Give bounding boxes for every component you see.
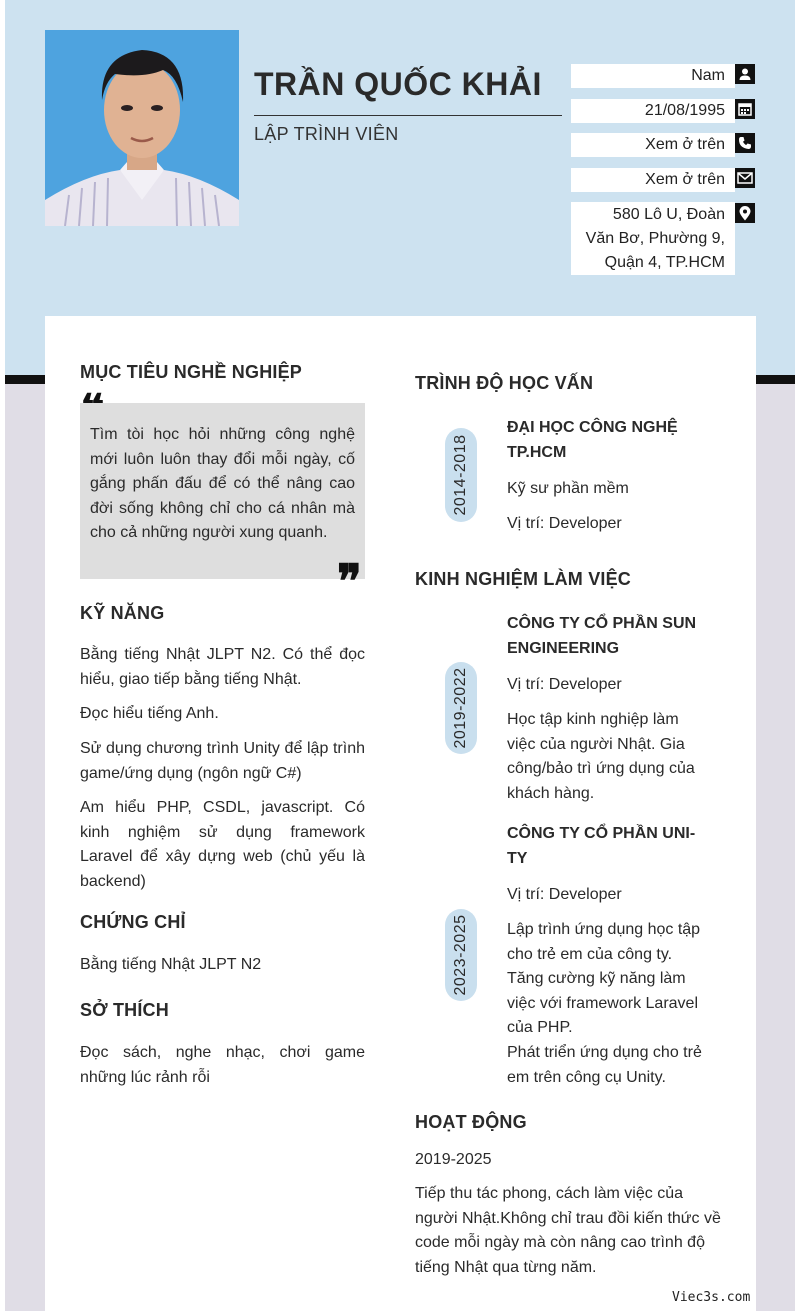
- experience-period-pill: [445, 909, 477, 1001]
- objective-text: Tìm tòi học hỏi những công nghệ mới luôn luôn thay đổi mỗi ngày, cố gắng phấn đấu để có thể nâng cao đời sống không chỉ cho cá nhân mà cho cả những người xung quanh.: [90, 426, 355, 541]
- activities-text: Tiếp thu tác phong, cách làm việc của người Nhật.Không chỉ trau đồi kiến thức về code mỗi ngày mà còn nâng cao trình độ tiếng Nhật qua từng năm.: [415, 1185, 721, 1276]
- hobbies-heading: SỞ THÍCH: [80, 1000, 169, 1020]
- objective-quote: [80, 403, 365, 579]
- experience-position: Vị trí: Developer: [507, 676, 622, 693]
- name-underline: [254, 115, 562, 116]
- objective-heading: MỤC TIÊU NGHỀ NGHIỆP: [80, 362, 303, 382]
- calendar-icon: [735, 99, 755, 119]
- activities-heading: HOẠT ĐỘNG: [415, 1112, 527, 1132]
- education-heading: TRÌNH ĐỘ HỌC VẤN: [415, 373, 594, 393]
- certificates-heading: CHỨNG CHỈ: [80, 912, 186, 932]
- skills-heading: KỸ NĂNG: [80, 603, 165, 623]
- contact-email: Xem ở trên: [571, 168, 735, 192]
- close-quote-icon: ❞: [337, 554, 362, 608]
- education-period-pill: [445, 428, 477, 522]
- contact-address: 580 Lô U, Đoàn Văn Bơ, Phường 9, Quận 4, TP.HCM: [571, 202, 735, 275]
- contact-phone: Xem ở trên: [571, 133, 735, 157]
- mail-icon: [735, 168, 755, 188]
- experience-position: Vị trí: Developer: [507, 886, 622, 903]
- experience-period: 2023-2025: [452, 914, 469, 996]
- candidate-name: TRẦN QUỐC KHẢI: [254, 66, 542, 102]
- experience-description-extra: Phát triển ứng dụng cho trẻ em trên công cụ Unity.: [507, 1044, 702, 1086]
- education-position: Vị trí: Developer: [507, 515, 622, 532]
- activities-period: 2019-2025: [415, 1151, 492, 1168]
- person-icon: [735, 64, 755, 84]
- candidate-role: LẬP TRÌNH VIÊN: [254, 124, 399, 144]
- watermark: Viec3s.com: [672, 1290, 751, 1305]
- education-degree: Kỹ sư phần mềm: [507, 480, 629, 497]
- education-period: 2014-2018: [452, 434, 469, 516]
- experience-period: 2019-2022: [452, 667, 469, 749]
- experience-description: Học tập kinh nghiệp làm việc của người Nhật. Gia công/bảo trì ứng dụng của khách hàng.: [507, 711, 695, 802]
- skill-item: Am hiểu PHP, CSDL, javascript. Có kinh nghiệm sử dụng framework Laravel để xây dựng web (chủ yếu là backend): [80, 799, 365, 890]
- skill-item: Đọc hiểu tiếng Anh.: [80, 705, 219, 722]
- skill-item: Bằng tiếng Nhật JLPT N2. Có thể đọc hiểu, giao tiếp bằng tiếng Nhật.: [80, 646, 365, 688]
- experience-description: Lập trình ứng dụng học tập cho trẻ em của công ty. Tăng cường kỹ năng làm việc với framework Laravel của PHP.: [507, 921, 701, 1036]
- experience-heading: KINH NGHIỆM LÀM VIỆC: [415, 569, 632, 589]
- contact-gender: Nam: [571, 64, 735, 88]
- experience-company: CÔNG TY CỔ PHẦN UNI-TY: [507, 825, 696, 867]
- certificate-item: Bằng tiếng Nhật JLPT N2: [80, 956, 262, 973]
- profile-photo: [45, 30, 239, 226]
- phone-icon: [735, 133, 755, 153]
- hobbies-text: Đọc sách, nghe nhạc, chơi game những lúc rảnh rỗi: [80, 1044, 365, 1086]
- experience-period-pill: [445, 662, 477, 754]
- skill-item: Sử dụng chương trình Unity để lập trình game/ứng dụng (ngôn ngữ C#): [80, 740, 365, 782]
- location-pin-icon: [735, 203, 755, 223]
- education-school: ĐẠI HỌC CÔNG NGHỆ TP.HCM: [507, 419, 678, 461]
- experience-company: CÔNG TY CỔ PHẦN SUN ENGINEERING: [507, 615, 697, 657]
- contact-birthday: 21/08/1995: [571, 99, 735, 123]
